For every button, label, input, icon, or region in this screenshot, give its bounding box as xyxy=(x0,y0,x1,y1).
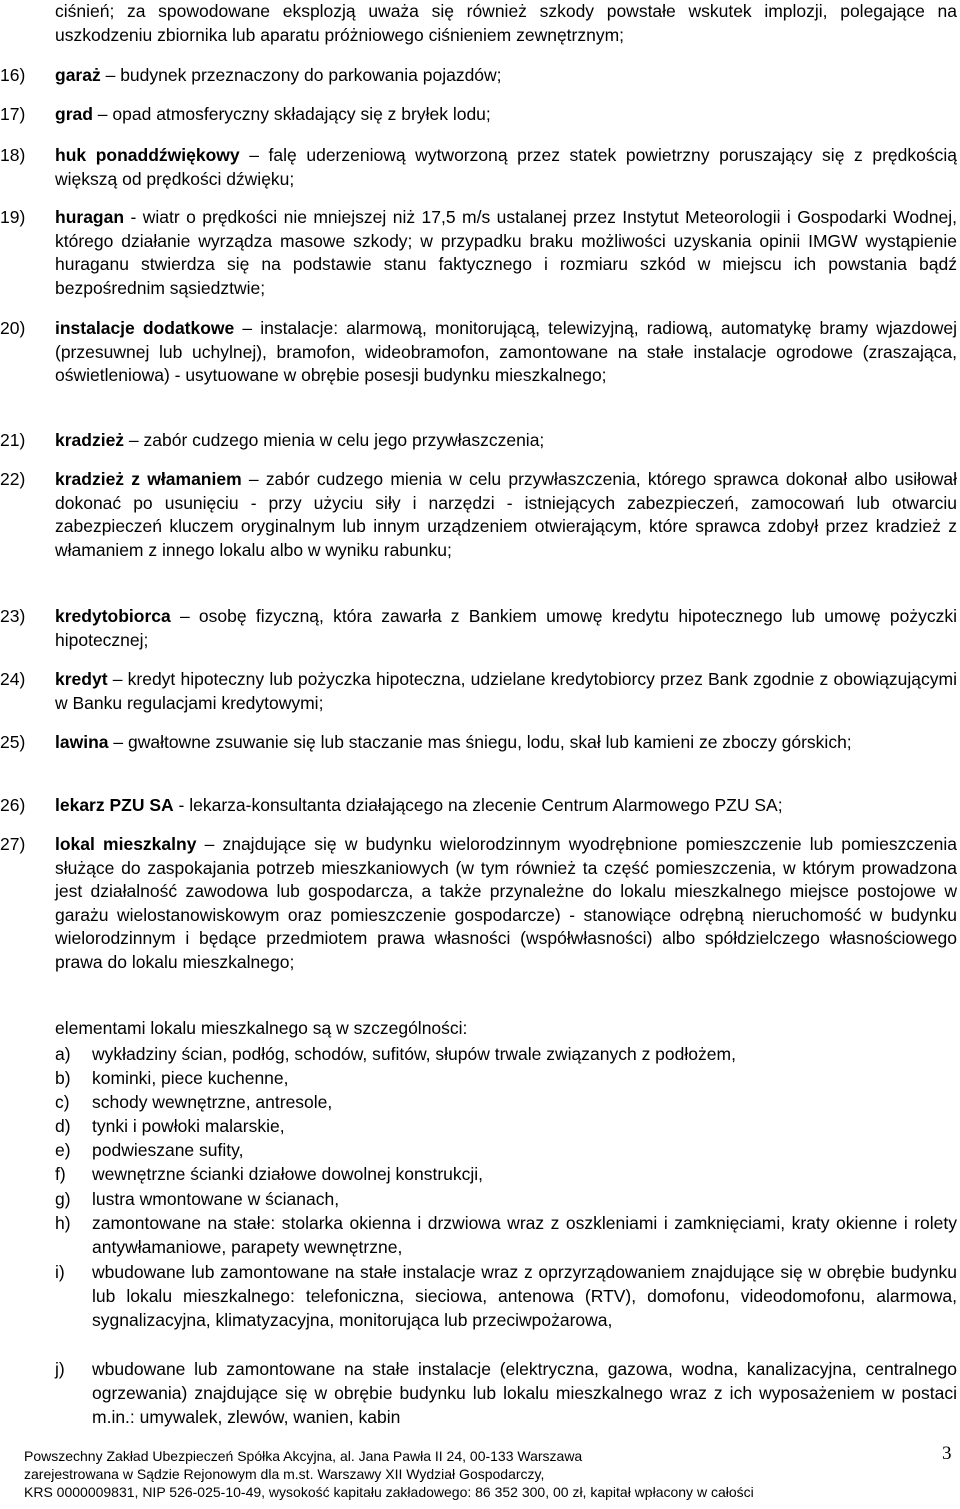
list-label: f) xyxy=(55,1164,66,1184)
footer-krs-line: KRS 0000009831, NIP 526-025-10-49, wysokość kapitału zakładowego: 86 352 300, 00 zł, kapitał wpłacony w całości xyxy=(24,1484,754,1500)
definition-number: 23) xyxy=(0,606,26,626)
definition-term: kradzież xyxy=(55,430,125,450)
definition-separator: - xyxy=(173,795,190,815)
definition-text: budynek przeznaczony do parkowania pojazdów; xyxy=(120,65,502,85)
definition-number: 20) xyxy=(0,318,26,338)
definition-text: lekarza-konsultanta działającego na zlecenie Centrum Alarmowego PZU SA; xyxy=(189,795,783,815)
list-text: kominki, piece kuchenne, xyxy=(92,1068,289,1088)
definition-text: wiatr o prędkości nie mniejszej niż 17,5 m/s ustalanej przez Instytut Meteorologii i Gospodarki Wodnej, którego działanie wyrządza masowe szkody; w przypadku braku możliwości uzyskania opinii IMGW wystąpienie huraganu stwierdza się na podstawie stanu faktycznego i rozmiaru szkód w miejscu ich powstania bądź bezpośrednim sąsiedztwie; xyxy=(55,207,958,298)
definition-text: opad atmosferyczny składający się z bryłek lodu; xyxy=(112,104,491,124)
definition-term: kradzież z włamaniem xyxy=(55,469,242,489)
page-number: 3 xyxy=(942,1443,952,1464)
definition-separator: – xyxy=(107,669,128,689)
definition-term: huragan xyxy=(55,207,125,227)
definition-text: falę uderzeniową wytworzoną przez statek powietrzny poruszający się z prędkością większą od prędkości dźwięku; xyxy=(55,145,957,189)
list-text: lustra wmontowane w ścianach, xyxy=(92,1189,340,1209)
definition-number: 19) xyxy=(0,207,26,227)
list-text: wbudowane lub zamontowane na stałe instalacje wraz z oprzyrządowaniem znajdujące się w obrębie budynku lub lokalu mieszkalnego: telefoniczna, sieciowa, antenowa (RTV), domofonu, videodomofonu, alarmowa, sygnalizacyjna, klimatyzacyjna, monitorująca lub przeciwpożarowa, xyxy=(92,1262,957,1330)
definition-number: 25) xyxy=(0,732,26,752)
definition-separator: – xyxy=(170,606,199,626)
footer-registry-line: zarejestrowana w Sądzie Rejonowym dla m.st. Warszawy XII Wydział Gospodarczy, xyxy=(24,1466,545,1482)
definition-number: 17) xyxy=(0,104,26,124)
definition-separator: – xyxy=(124,430,144,450)
definition-term: kredyt xyxy=(55,669,108,689)
definition-term: lokal mieszkalny xyxy=(55,834,197,854)
list-label: a) xyxy=(55,1044,71,1064)
definition-separator: – xyxy=(241,469,266,489)
definition-number: 22) xyxy=(0,469,26,489)
definition-term: kredytobiorca xyxy=(55,606,171,626)
definition-number: 16) xyxy=(0,65,26,85)
elements-intro: elementami lokalu mieszkalnego są w szczególności: xyxy=(55,1018,468,1038)
definition-separator: – xyxy=(234,318,261,338)
definition-number: 21) xyxy=(0,430,26,450)
definition-text: zabór cudzego mienia w celu jego przywłaszczenia; xyxy=(143,430,545,450)
definition-term: lawina xyxy=(55,732,109,752)
definition-text: osobę fizyczną, która zawarła z Bankiem umowę kredytu hipotecznego lub umowę pożyczki hipotecznej; xyxy=(55,606,957,650)
list-text: zamontowane na stałe: stolarka okienna i drzwiowa wraz z oszkleniami i zamknięciami, kraty okienne i rolety antywłamaniowe, parapety wewnętrzne, xyxy=(92,1213,957,1257)
definition-text: znajdujące się w budynku wielorodzinnym wyodrębnione pomieszczenie lub pomieszczenia służące do zaspokajania potrzeb mieszkaniowych (w tym również ta część pomieszczenia, w którym prowadzona jest działalność zawodowa lub gospodarcza, a także przynależne do lokalu mieszkalnego miejsce postojowe w garażu wielostanowiskowym oraz pomieszczenie gospodarcze) - stanowiące odrębną nieruchomość w budynku wielorodzinnym i będące przedmiotem prawa własności (współwłasności) albo spółdzielczego własnościowego prawa do lokalu mieszkalnego; xyxy=(55,834,957,972)
list-label: d) xyxy=(55,1116,71,1136)
list-label: i) xyxy=(55,1262,65,1282)
list-label: j) xyxy=(55,1359,65,1379)
definition-number: 27) xyxy=(0,834,26,854)
list-label: h) xyxy=(55,1213,71,1233)
definition-text: kredyt hipoteczny lub pożyczka hipoteczna, udzielane kredytobiorcy przez Bank zgodnie z obowiązującymi w Banku regulacjami kredytowymi; xyxy=(55,669,958,713)
list-label: e) xyxy=(55,1140,71,1160)
definition-separator: - xyxy=(124,207,143,227)
list-label: g) xyxy=(55,1189,71,1209)
definition-term: lekarz PZU SA xyxy=(55,795,174,815)
list-text: wewnętrzne ścianki działowe dowolnej konstrukcji, xyxy=(92,1164,484,1184)
list-label: b) xyxy=(55,1068,71,1088)
definition-separator: – xyxy=(196,834,223,854)
definition-term: garaż xyxy=(55,65,101,85)
definition-term: huk ponaddźwiękowy xyxy=(55,145,240,165)
definition-separator: – xyxy=(239,145,269,165)
list-text: wbudowane lub zamontowane na stałe instalacje (elektryczna, gazowa, wodna, kanalizacyjna, centralnego ogrzewania) znajdujące się w obrębie budynku lub lokalu mieszkalnego wraz z ich wyposażeniem w postaci m.in.: umywalek, zlewów, wanien, kabin xyxy=(92,1359,957,1427)
intro-paragraph: ciśnień; za spowodowane eksplozją uważa się również szkody powstałe wskutek implozji, polegające na uszkodzeniu zbiornika lub aparatu próżniowego ciśnieniem zewnętrznym; xyxy=(55,1,957,45)
definition-text: zabór cudzego mienia w celu przywłaszczenia, którego sprawca dokonał albo usiłował dokonać po usunięciu - przy użyciu siły i narzędzi - istniejących zabezpieczeń, zamocowań lub otwarciu zabezpieczeń kluczem oryginalnym lub innym urządzeniem otwierającym, które sprawca zdobył przez kradzież z włamaniem z innego lokalu albo w wyniku rabunku; xyxy=(55,469,957,560)
definition-number: 26) xyxy=(0,795,26,815)
list-label: c) xyxy=(55,1092,70,1112)
list-text: podwieszane sufity, xyxy=(92,1140,244,1160)
list-text: wykładziny ścian, podłóg, schodów, sufitów, słupów trwale związanych z podłożem, xyxy=(92,1044,736,1064)
definition-text: gwałtowne zsuwanie się lub staczanie mas śniegu, lodu, skał lub kamieni ze zboczy górskich; xyxy=(127,732,852,752)
definition-number: 24) xyxy=(0,669,26,689)
definition-separator: – xyxy=(92,104,113,124)
footer-company-line: Powszechny Zakład Ubezpieczeń Spółka Akcyjna, al. Jana Pawła II 24, 00-133 Warszawa xyxy=(24,1448,583,1464)
list-text: tynki i powłoki malarskie, xyxy=(92,1116,285,1136)
definition-term: grad xyxy=(55,104,93,124)
definition-separator: – xyxy=(100,65,121,85)
definition-term: instalacje dodatkowe xyxy=(55,318,235,338)
definition-text: instalacje: alarmową, monitorującą, telewizyjną, radiową, automatykę bramy wjazdowej (przesuwnej lub uchylnej), bramofon, wideobramofon, zamontowane na stałe instalacje ogrodowe (zraszająca, oświetleniowa) - usytuowane w obrębie posesji budynku mieszkalnego; xyxy=(55,318,957,385)
definition-separator: – xyxy=(108,732,128,752)
definition-number: 18) xyxy=(0,145,26,165)
list-text: schody wewnętrzne, antresole, xyxy=(92,1092,333,1112)
